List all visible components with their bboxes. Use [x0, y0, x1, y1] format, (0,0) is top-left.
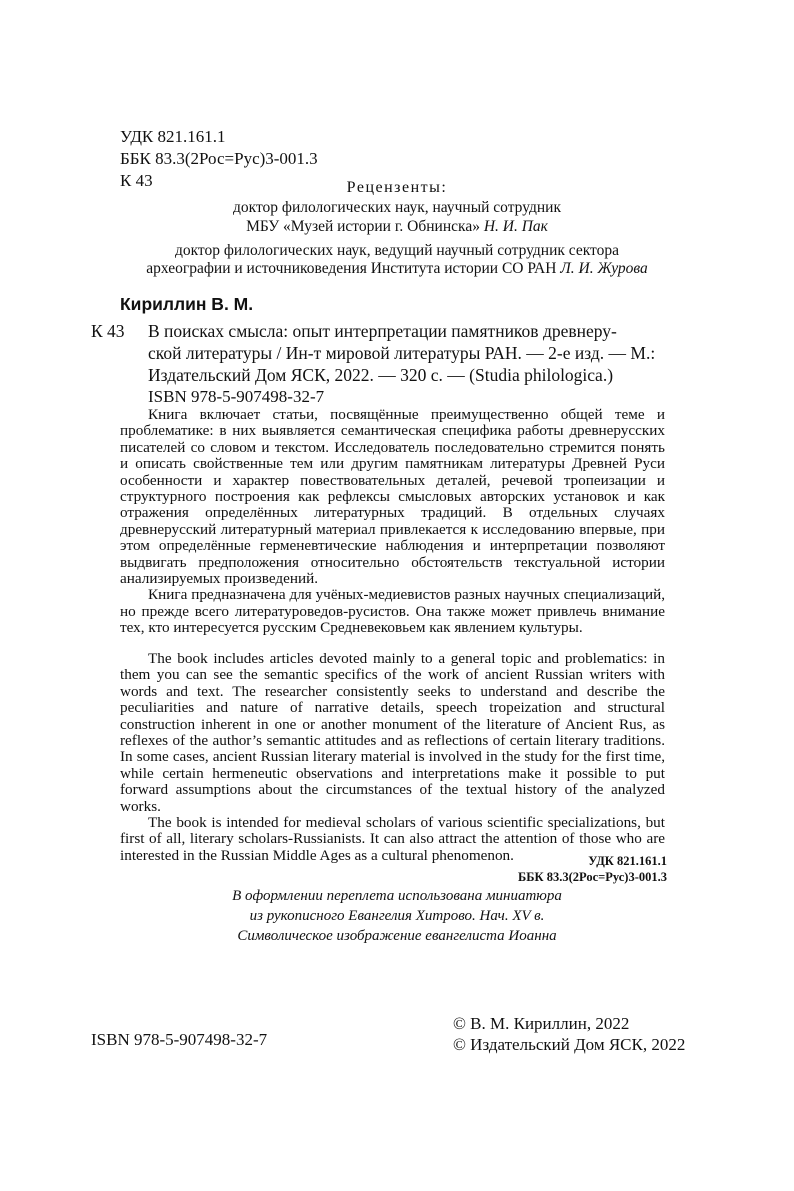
udk-code: УДК 821.161.1: [120, 127, 226, 146]
cover-note-line-3: Символическое изображение евангелиста Иоанна: [237, 928, 557, 944]
abstract-ru-paragraph-1: Книга включает статьи, посвящённые преимущественно общей теме и проблематике: в них выявляется семантическая специфика работы древнерусских писателей со словом и текстом. Исследователь последовательно стремится понять и описать свойственные тем или другим памятникам литературы Древней Руси особенности и характер повествовательных деталей, речевой тропеизации и структурного построения как рефлексы смысловых авторских установок и как отражения определённых литературных традиций. В отдельных случаях древнерусский литературный материал привлекается к исследованию впервые, при этом определённые герменевтические наблюдения и интерпретации позволяют выдвигать предположения относительно обстоятельств текстуальной истории анализируемых произведений.: [120, 406, 665, 588]
title-line-2: ской литературы / Ин-т мировой литературы РАН. — 2-е изд. — М.:: [148, 343, 656, 363]
entry-mark: К 43: [91, 321, 125, 341]
reviewer-2-org: археографии и источниковедения Института истории СО РАН: [146, 260, 561, 277]
abstract-ru-paragraph-2: Книга предназначена для учёных-медиевистов разных научных специализаций, но прежде всего литературоведов-русистов. Она также может привлечь внимание тех, кто интересуется русским Средневековьем как явлением культуры.: [120, 586, 665, 637]
cover-note-line-2: из рукописного Евангелия Хитрово. Нач. XV в.: [249, 908, 545, 924]
copyright-publisher: © Издательский Дом ЯСК, 2022: [453, 1035, 686, 1054]
author-mark: К 43: [120, 171, 153, 190]
title-line-3: Издательский Дом ЯСК, 2022. — 320 с. — (Studia philologica.): [148, 365, 614, 385]
reviewer-2-title: доктор филологических наук, ведущий научный сотрудник сектора: [174, 242, 620, 259]
reviewer-1-name: Н. И. Пак: [483, 218, 548, 235]
abstract-english: [120, 651, 665, 864]
reviewer-2-name: Л. И. Журова: [560, 260, 648, 277]
bbk-code-bottom: ББК 83.3(2Рос=Рус)3-001.3: [518, 870, 667, 884]
book-author: Кириллин В. М.: [120, 294, 254, 314]
copyright-author: © В. М. Кириллин, 2022: [453, 1014, 630, 1033]
bibliographic-description: [148, 320, 678, 386]
udk-code-bottom: УДК 821.161.1: [588, 854, 667, 868]
isbn-entry: ISBN 978-5-907498-32-7: [148, 387, 325, 406]
reviewer-1-org: МБУ «Музей истории г. Обнинска»: [246, 218, 484, 235]
bbk-code: ББК 83.3(2Рос=Рус)3-001.3: [120, 149, 318, 168]
abstract-en-paragraph-2: The book is intended for medieval scholars of various scientific specializations, but first of all, literary scholars-Russianists. It can also attract the attention of those who are interested in the Russian Middle Ages as a cultural phenomenon.: [120, 814, 665, 864]
abstract-en-paragraph-1: The book includes articles devoted mainly to a general topic and problematics: in them you can see the semantic specifics of the work of ancient Russian writers with words and text. The researcher consistently seeks to understand and describe the peculiarities and nature of narrative details, speech tropeization and structural construction inherent in one or another monument of the literature of Ancient Rus, as reflexes of the author’s semantic attitudes and as reflections of certain literary traditions. In some cases, ancient Russian literary material is involved in the study for the first time, while certain hermeneutic observations and interpretations make it possible to put forward assumptions about the circumstances of the textual history of the analyzed works.: [120, 650, 665, 815]
title-line-1: В поисках смысла: опыт интерпретации памятников древнеру-: [148, 321, 617, 341]
reviewers-heading: Рецензенты:: [346, 179, 448, 196]
reviewer-2-affiliation: [0, 259, 794, 278]
abstract-russian: [120, 407, 665, 637]
isbn-footer: ISBN 978-5-907498-32-7: [91, 1030, 268, 1049]
reviewer-1-affiliation: [0, 217, 794, 236]
reviewer-1-title: доктор филологических наук, научный сотрудник: [233, 199, 561, 216]
cover-note-line-1: В оформлении переплета использована миниатюра: [232, 888, 562, 904]
